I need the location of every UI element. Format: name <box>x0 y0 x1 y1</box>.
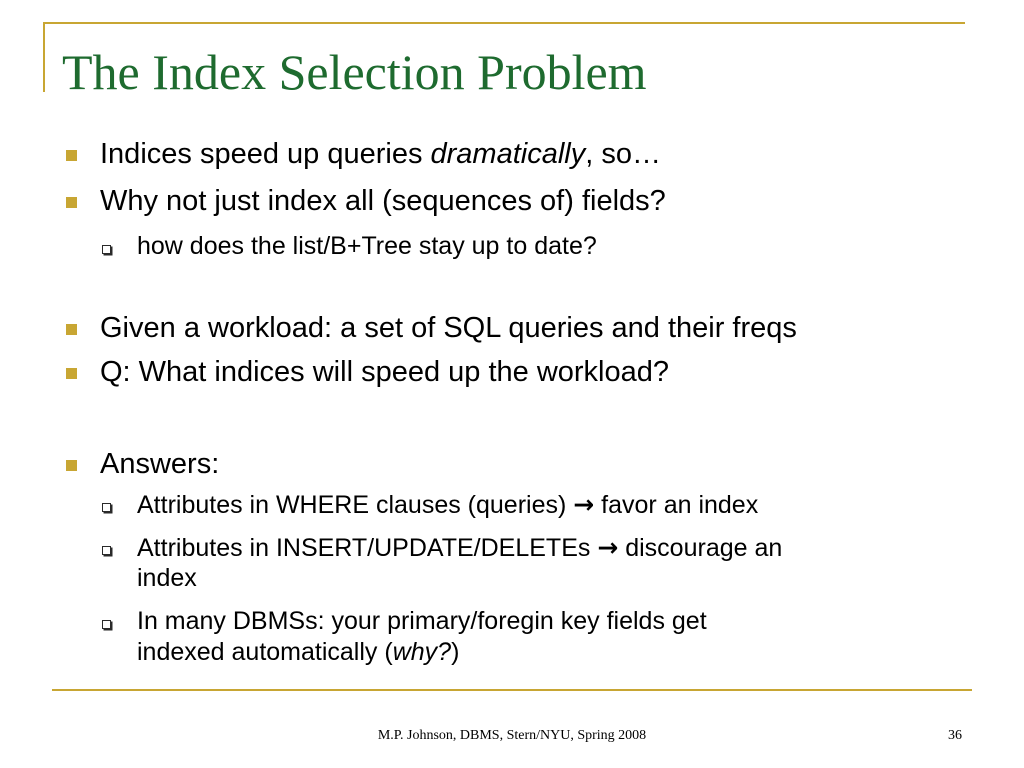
emphasis-text: why? <box>392 638 452 666</box>
bottom-rule <box>52 689 972 691</box>
text-segment: ) <box>451 638 460 666</box>
sub-bullet-item <box>137 606 707 637</box>
bullet-text <box>100 138 661 170</box>
sub-bullet-item <box>137 489 758 521</box>
text-segment: how does the list/B+Tree stay up to date? <box>137 232 597 260</box>
bullet-item <box>100 310 797 346</box>
text-segment: Answers: <box>100 448 220 480</box>
text-segment: In many DBMSs: your primary/foregin key fields get <box>137 607 707 635</box>
bullet-item <box>100 136 661 172</box>
page-number: 36 <box>948 728 962 743</box>
sub-bullet-text <box>137 491 758 519</box>
footer-text: M.P. Johnson, DBMS, Stern/NYU, Spring 2008 <box>377 728 647 743</box>
hollow-square-bullet-icon <box>102 245 111 254</box>
sub-bullet-item <box>137 532 782 564</box>
slide-title: The Index Selection Problem <box>62 44 647 100</box>
text-segment: , so… <box>585 138 661 170</box>
square-bullet-icon <box>66 460 77 471</box>
text-segment: Attributes in WHERE clauses (queries) <box>137 491 574 519</box>
sub-bullet-text <box>137 638 459 666</box>
sub-bullet-continuation <box>137 563 197 594</box>
text-segment: Indices speed up queries <box>100 138 431 170</box>
sub-bullet-text <box>137 564 197 592</box>
sub-bullet-text <box>137 534 782 562</box>
hollow-square-bullet-icon <box>102 620 111 629</box>
text-segment: favor an index <box>594 491 759 519</box>
right-arrow-icon: → <box>597 533 619 562</box>
text-segment: indexed automatically ( <box>137 638 393 666</box>
text-segment: Why not just index all (sequences of) fields? <box>100 185 666 217</box>
bullet-item <box>100 446 219 482</box>
sub-bullet-item <box>137 231 597 262</box>
sub-bullet-text <box>137 232 597 260</box>
bullet-text <box>100 448 219 480</box>
square-bullet-icon <box>66 324 77 335</box>
bullet-text <box>100 356 669 388</box>
bullet-text <box>100 185 666 217</box>
text-segment: Attributes in INSERT/UPDATE/DELETEs <box>137 534 598 562</box>
square-bullet-icon <box>66 197 77 208</box>
square-bullet-icon <box>66 150 77 161</box>
text-segment: index <box>137 564 197 592</box>
hollow-square-bullet-icon <box>102 503 111 512</box>
text-segment: discourage an <box>618 534 783 562</box>
hollow-square-bullet-icon <box>102 546 111 555</box>
text-segment: Q: What indices will speed up the workload? <box>100 356 670 388</box>
square-bullet-icon <box>66 368 77 379</box>
bullet-item <box>100 183 666 219</box>
emphasis-text: dramatically <box>430 138 586 170</box>
bullet-text <box>100 312 797 344</box>
bullet-item <box>100 354 669 390</box>
text-segment: Given a workload: a set of SQL queries and their freqs <box>100 312 797 344</box>
right-arrow-icon: → <box>573 490 595 519</box>
sub-bullet-text <box>137 607 707 635</box>
sub-bullet-continuation <box>137 637 459 668</box>
